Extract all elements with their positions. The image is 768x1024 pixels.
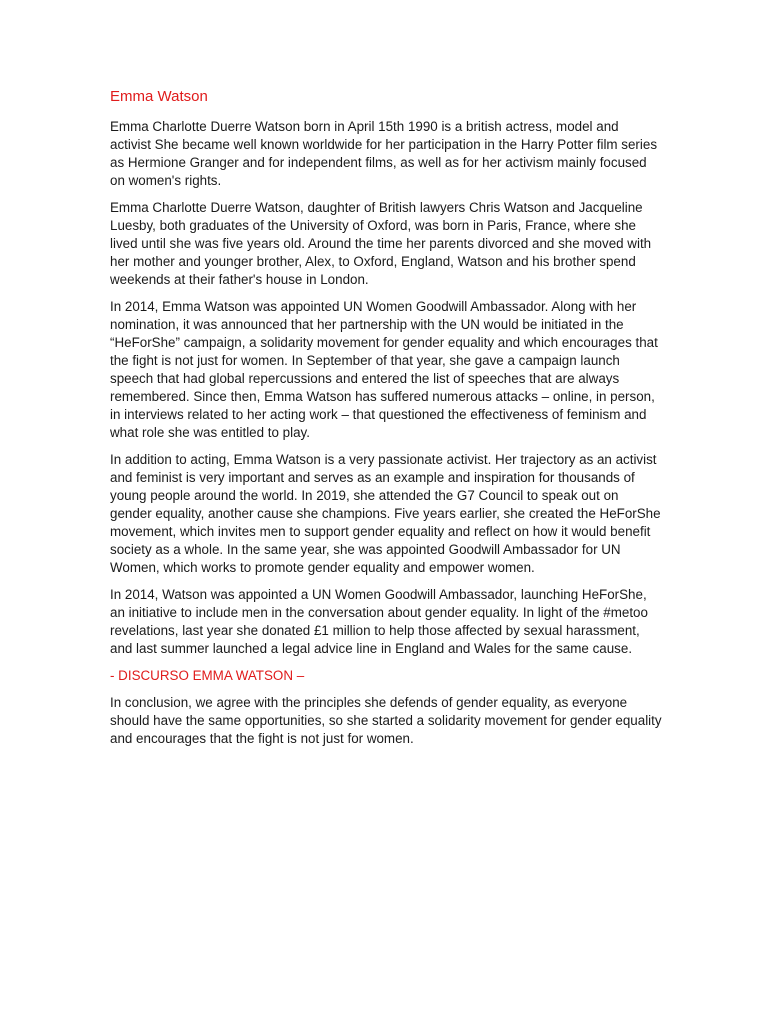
paragraph-heforshe: In 2014, Watson was appointed a UN Women Goodwill Ambassador, launching HeForShe, an initiative to include men in the conversation about gender equality. In light of the #metoo revelations, last year she donated £1 million to help those affected by sexual harassment, and last summer launched a legal advice line in England and Wales for the same cause.	[110, 587, 648, 656]
paragraph-un-ambassador: In 2014, Emma Watson was appointed UN Women Goodwill Ambassador. Along with her nomination, it was announced that her partnership with the UN would be initiated in the “HeForShe” campaign, a solidarity movement for gender equality and which encourages that the fight is not just for women. In September of that year, she gave a campaign launch speech that had global repercussions and entered the list of speeches that are always remembered. Since then, Emma Watson has suffered numerous attacks – online, in person, in interviews related to her acting work – that questioned the effectiveness of feminism and what role she was entitled to play.	[110, 299, 658, 440]
paragraph-conclusion: In conclusion, we agree with the principles she defends of gender equality, as everyone should have the same opportunities, so she started a solidarity movement for gender equality and encourages that the fight is not just for women.	[110, 695, 662, 746]
paragraph-biography: Emma Charlotte Duerre Watson born in April 15th 1990 is a british actress, model and activist She became well known worldwide for her participation in the Harry Potter film series as Hermione Granger and for independent films, as well as for her activism mainly focused on women's rights.	[110, 119, 658, 188]
section-heading-speech: - DISCURSO EMMA WATSON –	[110, 668, 305, 683]
document-body	[110, 86, 662, 757]
paragraph-activism: In addition to acting, Emma Watson is a very passionate activist. Her trajectory as an activist and feminist is very important and serves as an example and inspiration for thousands of young people around the world. In 2019, she attended the G7 Council to speak out on gender equality, another cause she champions. Five years earlier, she created the HeForShe movement, which invites men to support gender equality and reflect on how it would benefit society as a whole. In the same year, she was appointed Goodwill Ambassador for UN Women, which works to promote gender equality and empower women.	[110, 452, 661, 575]
paragraph-early-life: Emma Charlotte Duerre Watson, daughter of British lawyers Chris Watson and Jacqueline Luesby, both graduates of the University of Oxford, was born in Paris, France, where she lived until she was five years old. Around the time her parents divorced and she moved with her mother and younger brother, Alex, to Oxford, England, Watson and his brother spend weekends at their father's house in London.	[110, 200, 652, 287]
document-title: Emma Watson	[110, 88, 208, 105]
